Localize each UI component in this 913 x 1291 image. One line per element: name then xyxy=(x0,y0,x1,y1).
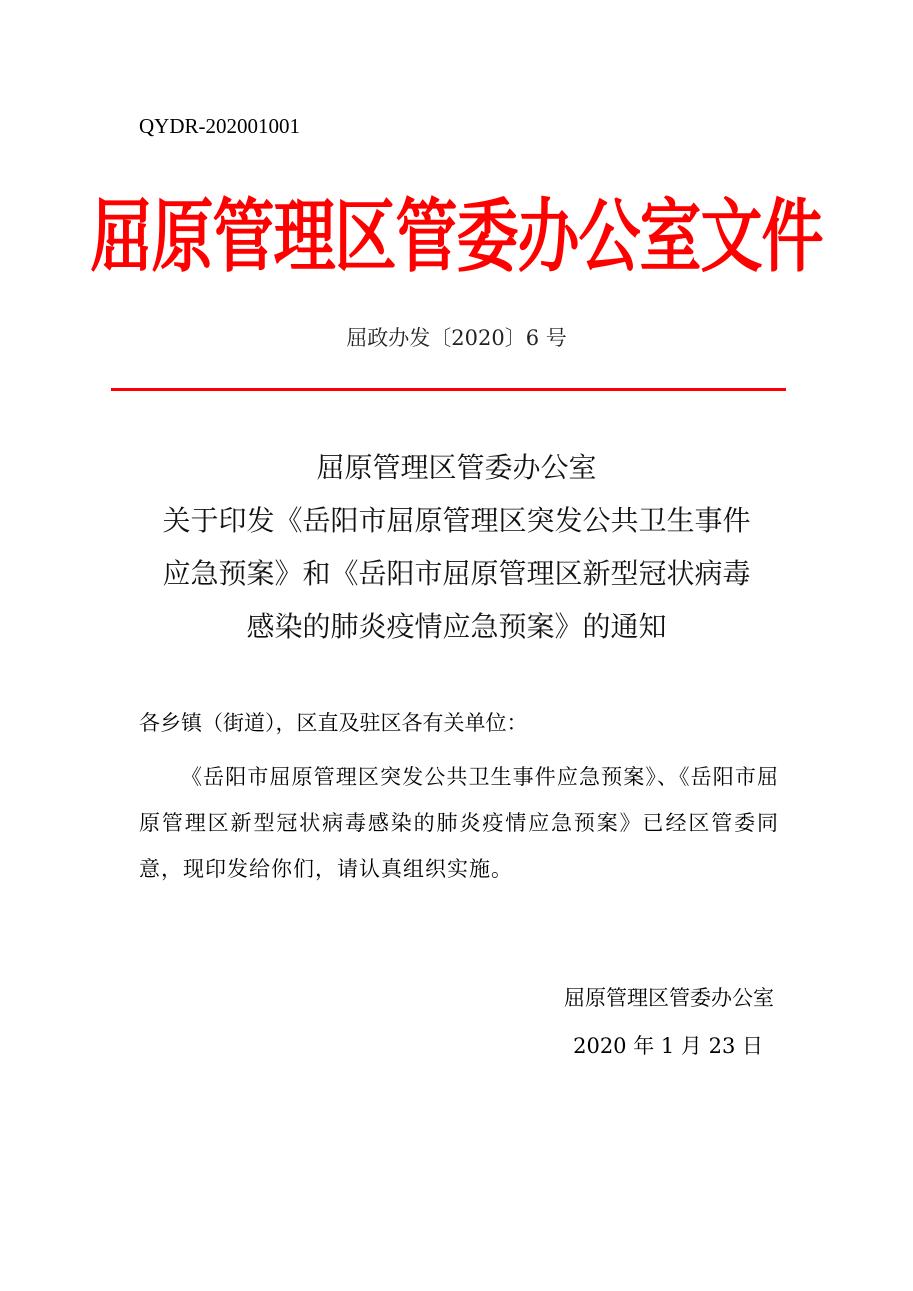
salutation: 各乡镇（街道），区直及驻区各有关单位： xyxy=(139,711,528,735)
body-paragraph: 《岳阳市屈原管理区突发公共卫生事件应急预案》、《岳阳市屈原管理区新型冠状病毒感染的肺炎疫情应急预案》已经区管委同意，现印发给你们，请认真组织实施。 xyxy=(139,765,779,881)
document-number: 屈政办发〔2020〕6 号 xyxy=(346,326,567,350)
title-line: 关于印发《岳阳市屈原管理区突发公共卫生事件 xyxy=(162,504,751,537)
title-line: 感染的肺炎疫情应急预案》的通知 xyxy=(246,610,667,643)
notice-title xyxy=(100,441,813,653)
title-line: 屈原管理区管委办公室 xyxy=(316,451,597,484)
document-code: QYDR-202001001 xyxy=(139,114,300,138)
signature: 屈原管理区管委办公室 xyxy=(564,986,774,1010)
title-line: 应急预案》和《岳阳市屈原管理区新型冠状病毒 xyxy=(162,557,751,590)
masthead-title: 屈原管理区管委办公室文件 xyxy=(90,189,823,284)
sign-date: 2020 年 1 月 23 日 xyxy=(573,1034,763,1058)
red-divider-line xyxy=(111,388,786,391)
